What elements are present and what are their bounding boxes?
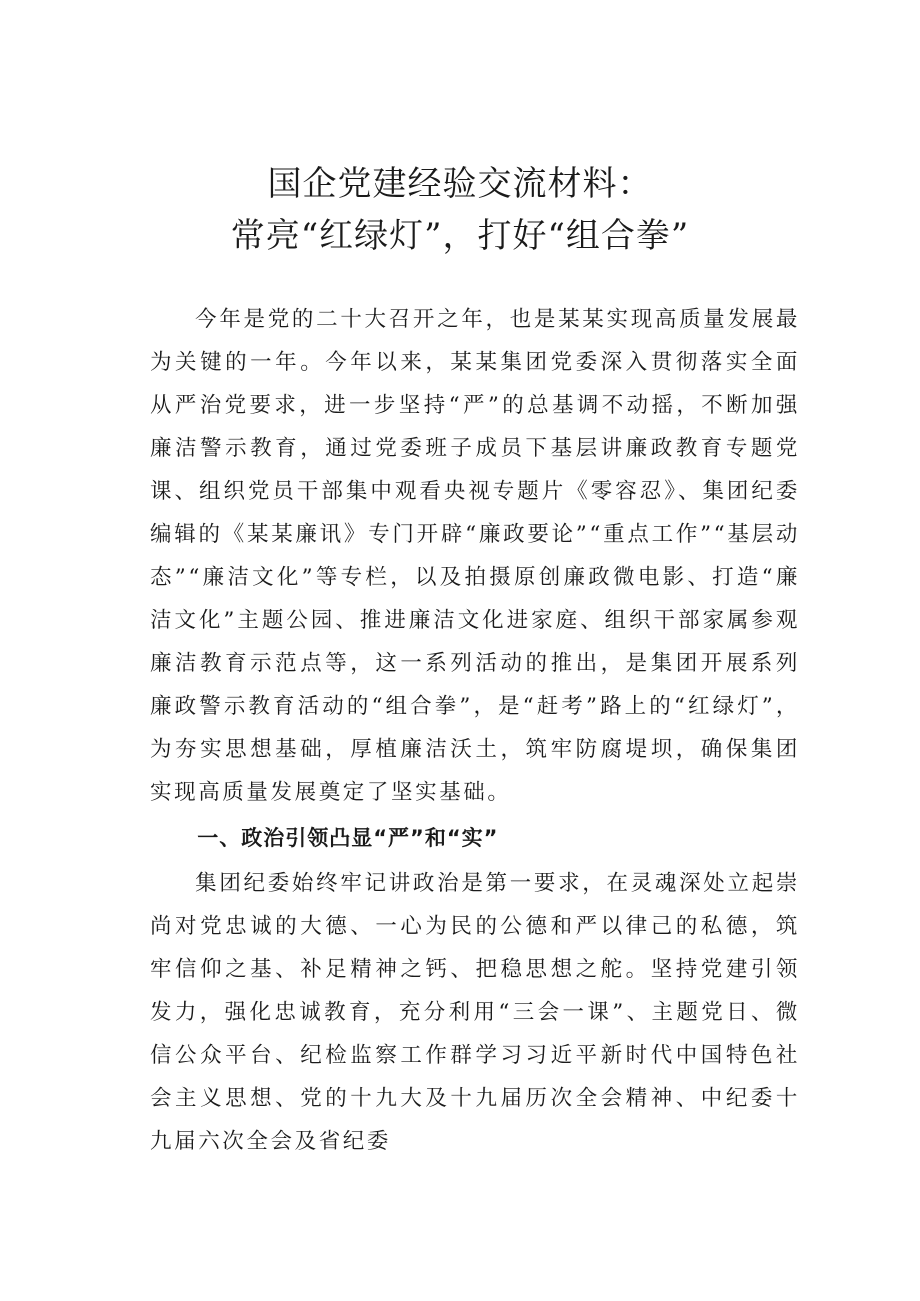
title-line-1: 国企党建经验交流材料： xyxy=(267,164,653,204)
paragraph-section-1: 集团纪委始终牢记讲政治是第一要求，在灵魂深处立起崇尚对党忠诚的大德、一心为民的公德和严以律己的私德，筑牢信仰之基、补足精神之钙、把稳思想之舵。坚持党建引领发力，强化忠诚教育，充分利用“三会一课”、主题党日、微信公众平台、纪检监察工作群学习习近平新时代中国特色社会主义思想、党的十九大及十九届历次全会精神、中纪委十九届六次全会及省纪委 xyxy=(150,871,800,1154)
document-body xyxy=(150,298,800,1163)
title-line-2: 常亮“红绿灯”，打好“组合拳” xyxy=(230,216,690,256)
paragraph-intro: 今年是党的二十大召开之年，也是某某实现高质量发展最为关键的一年。今年以来，某某集团党委深入贯彻落实全面从严治党要求，进一步坚持“严”的总基调不动摇，不断加强廉洁警示教育，通过党委班子成员下基层讲廉政教育专题党课、组织党员干部集中观看央视专题片《零容忍》、集团纪委编辑的《某某廉讯》专门开辟“廉政要论”“重点工作”“基层动态”“廉洁文化”等专栏，以及拍摄原创廉政微电影、打造“廉洁文化”主题公园、推进廉洁文化进家庭、组织干部家属参观廉洁教育示范点等，这一系列活动的推出，是集团开展系列廉政警示教育活动的“组合拳”，是“赶考”路上的“红绿灯”，为夯实思想基础，厚植廉洁沃土，筑牢防腐堤坝，确保集团实现高质量发展奠定了坚实基础。 xyxy=(150,307,800,805)
section-heading-1: 一、政治引领凸显“严”和“实” xyxy=(197,826,499,850)
document-title xyxy=(0,158,920,262)
